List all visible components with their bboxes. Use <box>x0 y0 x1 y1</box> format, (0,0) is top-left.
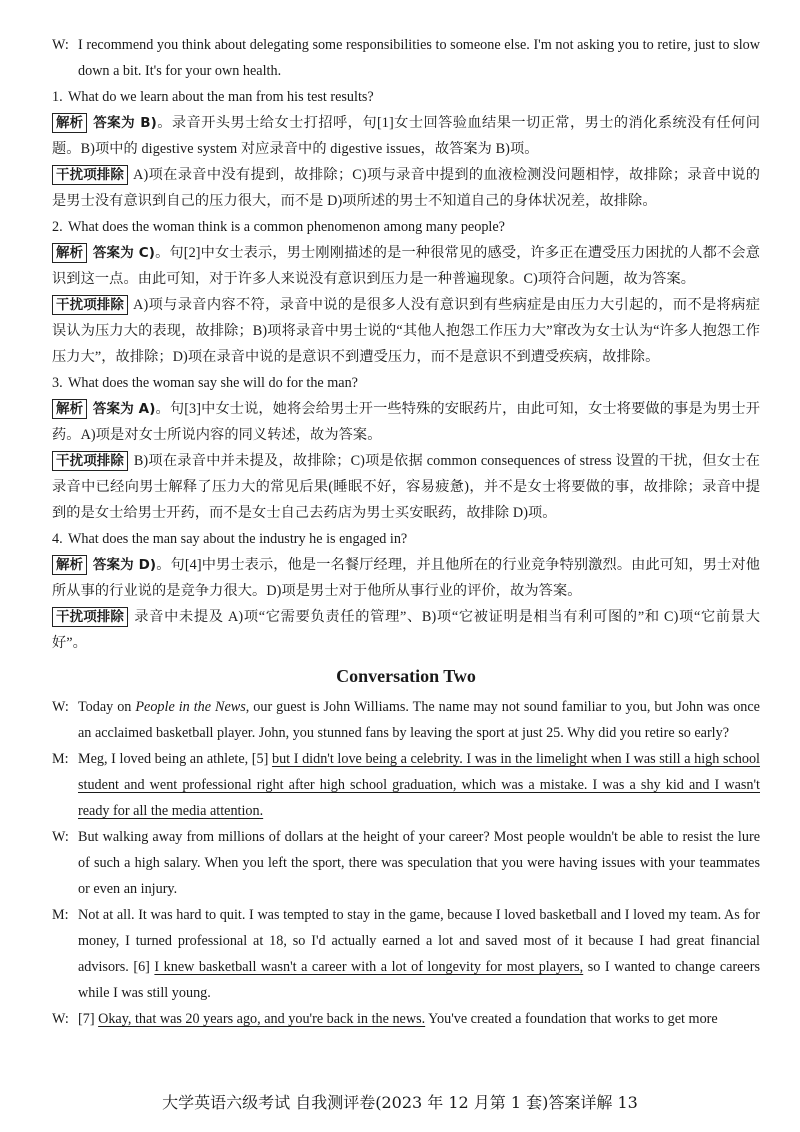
analysis-text: 。录音开头男士给女士打招呼，句[1]女士回答验血结果一切正常，男士的消化系统没有任何问题。B)项中的 digestive system 对应录音中的 digestive issues，故答案为 B)项。 <box>52 115 760 157</box>
question-text: What do we learn about the man from his test results? <box>68 89 374 105</box>
analysis-2 <box>52 240 760 292</box>
dialogue-text: [7] <box>78 1011 99 1027</box>
analysis-3 <box>52 396 760 448</box>
analysis-tag: 解析 <box>52 399 87 419</box>
dialogue-text: so I wanted to change careers while I was still young. <box>78 959 760 1001</box>
distractor-text: A)项在录音中没有提到，故排除；C)项与录音中提到的血液检测没问题相悖，故排除；录音中说的是男士没有意识到自己的压力很大，而不是 D)项所述的男士不知道自己的身体状况差，故排除。 <box>52 167 760 209</box>
question-4 <box>52 526 760 552</box>
dialogue-text: I recommend you think about delegating some responsibilities to someone else. I'm not asking you to retire, just to slow down a bit. It's for your own health. <box>78 37 760 79</box>
speaker-label: M: <box>52 751 69 767</box>
analysis-tag: 解析 <box>52 555 87 575</box>
speaker-label: W: <box>52 37 69 53</box>
dialogue-line <box>52 746 760 824</box>
speaker-label: W: <box>52 1011 69 1027</box>
dialogue-text: You've created a foundation that works to get more <box>425 1011 718 1027</box>
dialogue-line <box>52 694 760 746</box>
answer-text: 答案为 A) <box>92 401 156 417</box>
section-title: Conversation Two <box>336 666 476 686</box>
show-name: People in the News <box>135 699 246 715</box>
distractor-tag: 干扰项排除 <box>52 295 128 315</box>
intro-line <box>52 32 760 84</box>
dialogue-text: But walking away from millions of dollars at the height of your career? Most people wouldn't be able to resist the lure of such a high salary. When you left the sport, there was speculation that you were having issues with your teammates or even an injury. <box>78 829 760 897</box>
underlined-key-sentence: I knew basketball wasn't a career with a lot of longevity for most players, <box>154 959 584 975</box>
question-2 <box>52 214 760 240</box>
distractor-4 <box>52 604 760 656</box>
distractor-tag: 干扰项排除 <box>52 607 128 627</box>
analysis-text: 。句[3]中女士说，她将会给男士开一些特殊的安眠药片，由此可知，女士将要做的事是为男士开药。A)项是对女士所说内容的同义转述，故为答案。 <box>52 401 761 443</box>
question-text: What does the woman think is a common phenomenon among many people? <box>68 219 505 235</box>
analysis-text: 。句[2]中女士表示，男士刚刚描述的是一种很常见的感受，许多正在遭受压力困扰的人都不会意识到这一点。由此可知，对于许多人来说没有意识到压力是一种普遍现象。C)项符合问题，故为答案。 <box>52 245 760 287</box>
dialogue-text: , our guest is John Williams. The name may not sound familiar to you, but John was once an acclaimed basketball player. John, you stunned fans by leaving the sport at just 25. Why did you retire so early? <box>78 699 760 741</box>
underlined-key-sentence: but I didn't love being a celebrity. I was in the limelight when I was still a high school student and went professional right after high school graduation, which was a mistake. I was a shy kid and I wasn't ready for all the media attention. <box>78 751 760 819</box>
distractor-text: B)项在录音中并未提及，故排除；C)项是依据 common consequences of stress 设置的干扰，但女士在录音中已经向男士解释了压力大的常见后果(睡眠不好，容易疲惫)，并不是女士将要做的事，故排除；录音中提到的是女士给男士开药，而不是女士自己去药店为男士买安眠药，故排除 D)项。 <box>52 453 761 521</box>
distractor-text: A)项与录音内容不符，录音中说的是很多人没有意识到有些病症是由压力大引起的，而不是将病症误认为压力大的表现，故排除；B)项将录音中男士说的“其他人抱怨工作压力大”窜改为女士认为“许多人抱怨工作压力大”，故排除；D)项在录音中说的是意识不到遭受压力，而不是意识不到遭受疾病，故排除。 <box>52 297 760 365</box>
question-1 <box>52 84 760 110</box>
distractor-2 <box>52 292 760 370</box>
answer-text: 答案为 D) <box>92 557 157 573</box>
distractor-text: 录音中未提及 A)项“它需要负责任的管理”、B)项“它被证明是相当有利可图的”和 C)项“它前景大好”。 <box>52 609 760 651</box>
analysis-1 <box>52 110 760 162</box>
speaker-label: W: <box>52 699 69 715</box>
answer-text: 答案为 B) <box>93 115 157 131</box>
question-number: 4. <box>52 531 63 547</box>
distractor-3 <box>52 448 760 526</box>
question-text: What does the woman say she will do for the man? <box>68 375 358 391</box>
page-footer: 大学英语六级考试 自我测评卷(2023 年 12 月第 1 套)答案详解 13 <box>162 1093 638 1112</box>
distractor-1 <box>52 162 760 214</box>
analysis-4 <box>52 552 760 604</box>
dialogue-text: Not at all. It was hard to quit. I was tempted to stay in the game, because I loved basketball and I loved my team. As for money, I turned professional at 18, so I'd actually earned a lot and saved most of it because I had great financial advisors. [6] <box>78 907 760 975</box>
speaker-label: W: <box>52 829 69 845</box>
dialogue-text: Meg, I loved being an athlete, [5] <box>78 751 272 767</box>
question-text: What does the man say about the industry he is engaged in? <box>68 531 408 547</box>
speaker-label: M: <box>52 907 69 923</box>
answer-text: 答案为 C) <box>92 245 156 261</box>
distractor-tag: 干扰项排除 <box>52 165 128 185</box>
dialogue-line <box>52 902 760 1006</box>
analysis-text: 。句[4]中男士表示，他是一名餐厅经理，并且他所在的行业竞争特别激烈。由此可知，男士对他所从事的行业说的是竞争力很大。D)项是男士对于他所从事行业的评价，故为答案。 <box>52 557 760 599</box>
question-number: 1. <box>52 89 63 105</box>
dialogue-line <box>52 824 760 902</box>
question-3 <box>52 370 760 396</box>
analysis-tag: 解析 <box>52 243 87 263</box>
question-number: 3. <box>52 375 63 391</box>
analysis-tag: 解析 <box>52 113 87 133</box>
dialogue-line <box>52 1006 760 1032</box>
question-number: 2. <box>52 219 63 235</box>
distractor-tag: 干扰项排除 <box>52 451 128 471</box>
dialogue-text: Today on <box>78 699 136 715</box>
underlined-key-sentence: Okay, that was 20 years ago, and you're back in the news. <box>98 1011 426 1027</box>
